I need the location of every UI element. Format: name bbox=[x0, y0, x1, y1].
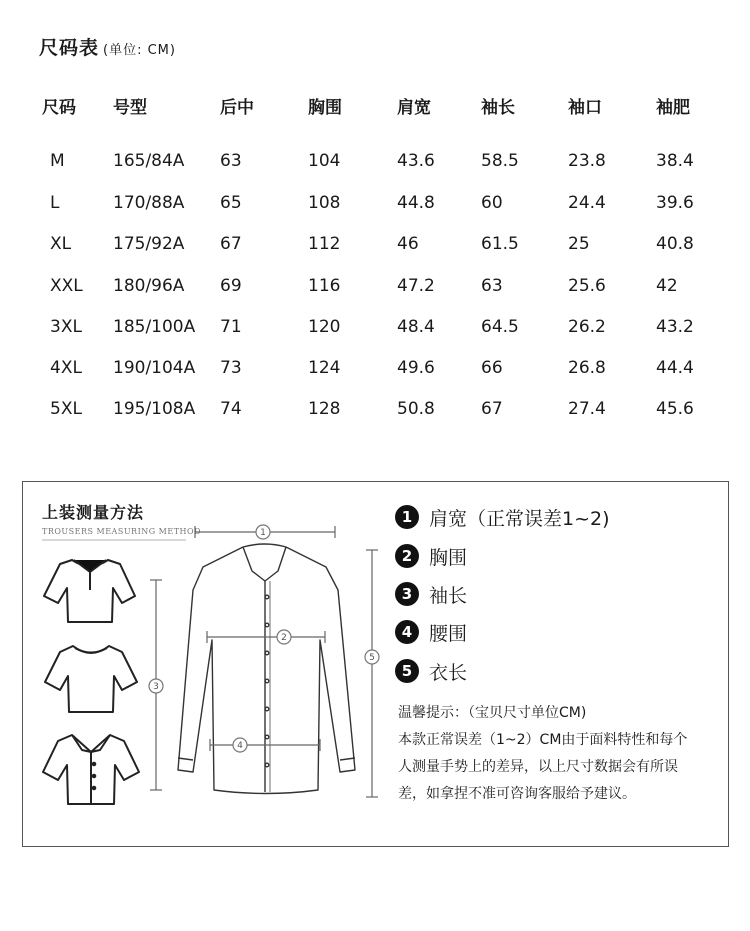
legend-num-icon: 5 bbox=[395, 659, 419, 683]
table-cell: 73 bbox=[220, 358, 242, 378]
table-cell: 108 bbox=[308, 193, 341, 213]
table-cell: 180/96A bbox=[113, 276, 185, 296]
legend-num-icon: 2 bbox=[395, 544, 419, 568]
table-cell: 69 bbox=[220, 276, 242, 296]
polo-shirt-icon bbox=[44, 560, 135, 622]
table-cell: 190/104A bbox=[113, 358, 196, 378]
column-header: 后中 bbox=[220, 98, 254, 118]
marker-3-label: 3 bbox=[153, 682, 159, 692]
legend-text: 胸围 bbox=[429, 546, 468, 569]
legend-text: 袖长 bbox=[429, 584, 468, 607]
legend-item-chest bbox=[395, 541, 467, 571]
table-cell: 26.8 bbox=[568, 358, 606, 378]
table-cell: 71 bbox=[220, 317, 242, 337]
unit-label: (单位: CM) bbox=[103, 43, 176, 58]
table-cell: L bbox=[50, 193, 60, 213]
table-cell: 4XL bbox=[50, 358, 82, 378]
table-cell: 58.5 bbox=[481, 151, 519, 171]
tshirt-icon bbox=[45, 646, 137, 712]
legend-item-length bbox=[395, 656, 467, 686]
legend-num-icon: 1 bbox=[395, 505, 419, 529]
table-cell: XL bbox=[50, 234, 72, 254]
table-cell: 112 bbox=[308, 234, 341, 254]
measure-title: 上装测量方法 bbox=[42, 503, 145, 522]
column-header: 袖长 bbox=[481, 98, 515, 118]
table-cell: 45.6 bbox=[656, 399, 694, 419]
marker-2-label: 2 bbox=[281, 633, 287, 643]
table-cell: 44.4 bbox=[656, 358, 694, 378]
table-cell: 116 bbox=[308, 276, 341, 296]
table-cell: 64.5 bbox=[481, 317, 519, 337]
legend-item-shoulder bbox=[395, 502, 610, 532]
legend-num-icon: 4 bbox=[395, 620, 419, 644]
table-cell: M bbox=[50, 151, 65, 171]
table-cell: 67 bbox=[220, 234, 242, 254]
table-cell: 60 bbox=[481, 193, 503, 213]
measure-markers bbox=[149, 525, 379, 752]
table-cell: 3XL bbox=[50, 317, 82, 337]
legend-text: 腰围 bbox=[429, 622, 468, 645]
table-cell: 104 bbox=[308, 151, 341, 171]
table-cell: 44.8 bbox=[397, 193, 435, 213]
table-cell: 195/108A bbox=[113, 399, 196, 419]
table-cell: 63 bbox=[481, 276, 503, 296]
table-cell: 63 bbox=[220, 151, 242, 171]
measure-lines bbox=[150, 526, 378, 797]
note-body: 本款正常误差（1~2）CM由于面料特性和每个人测量手势上的差异，以上尺寸数据会有所误差，如拿捏不准可咨询客服给予建议。 bbox=[398, 732, 688, 802]
table-cell: 42 bbox=[656, 276, 678, 296]
marker-4-label: 4 bbox=[237, 741, 243, 751]
table-cell: 43.6 bbox=[397, 151, 435, 171]
table-cell: 47.2 bbox=[397, 276, 435, 296]
table-cell: 5XL bbox=[50, 399, 82, 419]
table-cell: 25 bbox=[568, 234, 590, 254]
table-cell: 26.2 bbox=[568, 317, 606, 337]
table-cell: 49.6 bbox=[397, 358, 435, 378]
table-cell: 66 bbox=[481, 358, 503, 378]
table-cell: 50.8 bbox=[397, 399, 435, 419]
table-cell: 25.6 bbox=[568, 276, 606, 296]
table-cell: 74 bbox=[220, 399, 242, 419]
table-cell: 38.4 bbox=[656, 151, 694, 171]
legend-text: 肩宽（正常误差1~2) bbox=[429, 507, 610, 530]
table-cell: XXL bbox=[50, 276, 83, 296]
table-cell: 185/100A bbox=[113, 317, 196, 337]
legend-item-waist bbox=[395, 617, 467, 647]
table-cell: 65 bbox=[220, 193, 242, 213]
table-cell: 48.4 bbox=[397, 317, 435, 337]
table-cell: 128 bbox=[308, 399, 341, 419]
column-header: 肩宽 bbox=[397, 98, 431, 118]
column-header: 胸围 bbox=[308, 98, 342, 118]
button-shirt-icon bbox=[43, 735, 139, 804]
legend-item-sleeve bbox=[395, 579, 467, 609]
table-cell: 39.6 bbox=[656, 193, 694, 213]
column-header: 袖肥 bbox=[656, 98, 690, 118]
measure-subtitle: TROUSERS MEASURING METHOD bbox=[42, 527, 201, 536]
table-cell: 24.4 bbox=[568, 193, 606, 213]
table-cell: 124 bbox=[308, 358, 341, 378]
table-cell: 46 bbox=[397, 234, 419, 254]
note-heading: 温馨提示：（宝贝尺寸单位CM) bbox=[398, 705, 587, 721]
legend-num-icon: 3 bbox=[395, 582, 419, 606]
table-cell: 120 bbox=[308, 317, 341, 337]
column-header: 号型 bbox=[113, 98, 147, 118]
table-cell: 43.2 bbox=[656, 317, 694, 337]
table-cell: 67 bbox=[481, 399, 503, 419]
table-cell: 27.4 bbox=[568, 399, 606, 419]
table-cell: 40.8 bbox=[656, 234, 694, 254]
column-header: 袖口 bbox=[568, 98, 602, 118]
table-cell: 23.8 bbox=[568, 151, 606, 171]
table-cell: 170/88A bbox=[113, 193, 185, 213]
long-sleeve-shirt-drawing bbox=[178, 544, 355, 794]
table-cell: 61.5 bbox=[481, 234, 519, 254]
legend-text: 衣长 bbox=[429, 661, 468, 684]
table-cell: 175/92A bbox=[113, 234, 185, 254]
marker-1-label: 1 bbox=[260, 528, 266, 538]
table-cell: 165/84A bbox=[113, 151, 185, 171]
marker-5-label: 5 bbox=[369, 653, 375, 663]
column-header: 尺码 bbox=[42, 98, 76, 118]
title-text: 尺码表 bbox=[39, 37, 100, 59]
